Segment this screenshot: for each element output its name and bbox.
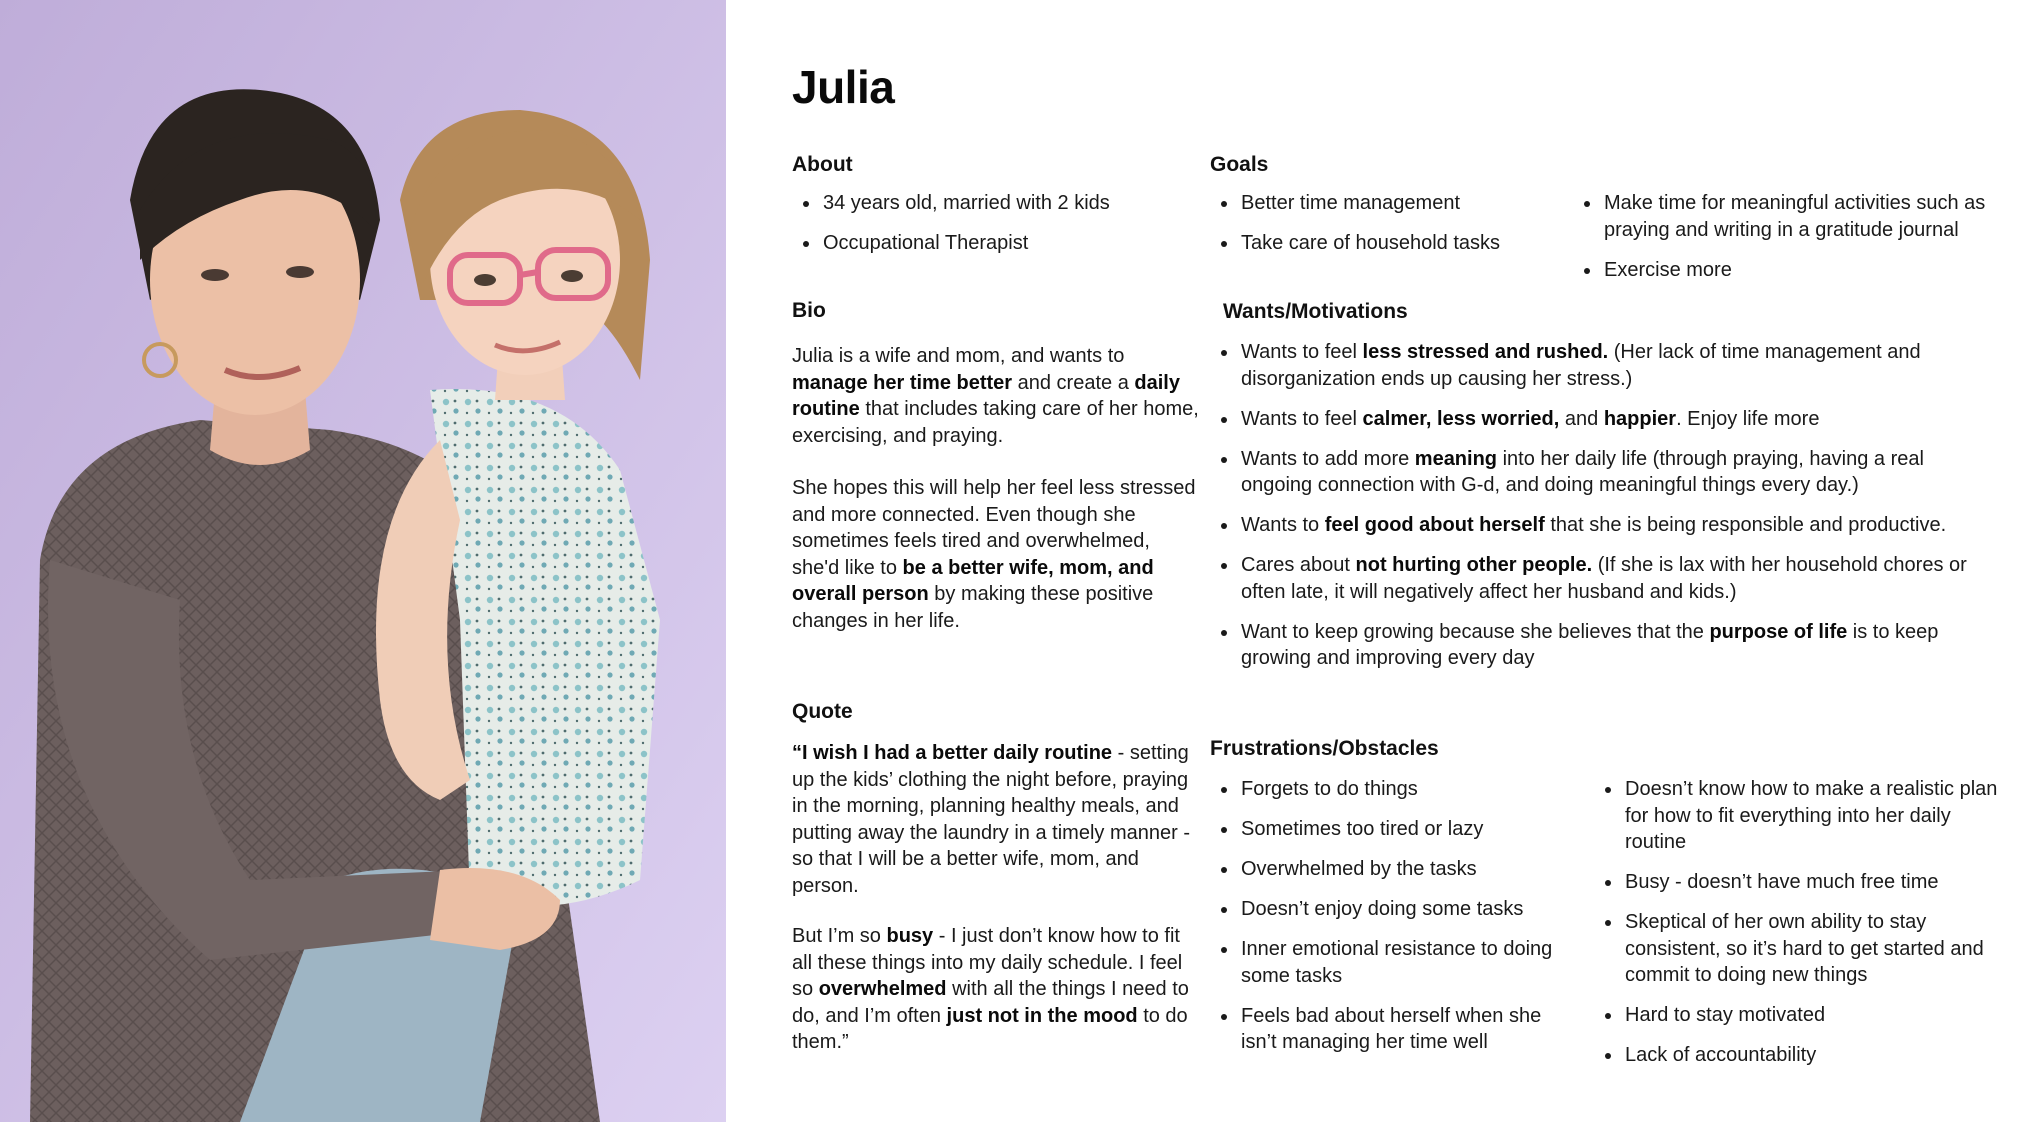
list-item (1210, 230, 1570, 257)
body-text: Doesn’t enjoy doing some tasks (1241, 898, 1524, 920)
body-text: is to keep growing and improving every day (1241, 620, 1939, 669)
emphasis-text: calmer, less worried, (1362, 407, 1560, 430)
list-item (1210, 896, 1580, 923)
body-text: Julia is a wife and mom, and wants to (792, 345, 1125, 367)
body-text: Forgets to do things (1241, 778, 1418, 800)
emphasis-text: be a better wife, mom, and overall person (792, 556, 1154, 605)
list-item (1594, 1002, 2004, 1029)
body-text: Wants to add more (1241, 447, 1415, 470)
emphasis-text: daily routine (792, 371, 1180, 420)
emphasis-text: meaning (1414, 447, 1498, 470)
emphasis-text: busy (886, 925, 934, 947)
list-item (1210, 552, 2000, 605)
quote-paragraph-1 (792, 740, 1202, 899)
body-text: Better time management (1241, 192, 1460, 214)
body-text: and create a (1012, 371, 1135, 394)
goals-list-column-1 (1210, 190, 1570, 270)
body-text: Wants to (1241, 514, 1325, 536)
body-text: Sometimes too tired or lazy (1241, 818, 1484, 840)
list-item (1594, 776, 2004, 856)
list-item (1210, 339, 2000, 392)
body-text: that includes taking care of her home, exercising, and praying. (792, 398, 1199, 447)
list-item (1594, 1042, 2004, 1069)
list-item (1210, 936, 1580, 989)
emphasis-text: happier (1603, 407, 1677, 430)
emphasis-text: “I wish I had a better daily routine (792, 742, 1113, 764)
body-text: Lack of accountability (1625, 1044, 1817, 1066)
emphasis-text: just not in the mood (946, 1004, 1138, 1027)
body-text: Wants to feel (1241, 407, 1363, 430)
body-text: and (1559, 407, 1604, 430)
list-item (1210, 512, 2000, 539)
body-text: Want to keep growing because she believes that the (1241, 620, 1710, 643)
body-text: that she is being responsible and productive. (1544, 514, 1947, 536)
body-text: Hard to stay motivated (1625, 1004, 1826, 1026)
quote-heading: Quote (792, 700, 853, 723)
body-text: Exercise more (1604, 258, 1732, 281)
body-text: by making these positive changes in her life. (792, 583, 1154, 632)
body-text: with all the things I need to do, and I’m often (792, 978, 1189, 1027)
bio-heading: Bio (792, 299, 826, 322)
body-text: into her daily life (through praying, having a real ongoing connection with G-d, and doing meaningful things every day.) (1241, 447, 1924, 496)
list-item (1210, 856, 1580, 883)
emphasis-text: less stressed and rushed. (1362, 341, 1609, 363)
body-text: Feels bad about herself when she isn’t managing her time well (1241, 1004, 1542, 1053)
frustrations-heading: Frustrations/Obstacles (1210, 737, 1439, 760)
body-text: to do them.” (792, 1004, 1188, 1053)
emphasis-text: feel good about herself (1324, 514, 1545, 536)
list-item: 34 years old, married with 2 kids (792, 190, 1192, 217)
body-text: - setting up the kids’ clothing the night before, praying in the morning, planning healthy meals, and putting away the laundry in a timely manner - so that I will be a better wife, mom, and person. (792, 742, 1190, 897)
body-text: Inner emotional resistance to doing some tasks (1241, 938, 1553, 987)
body-text: - I just don’t know how to fit all these things into my daily schedule. I feel so (792, 925, 1183, 1000)
body-text: (Her lack of time management and disorganization ends up causing her stress.) (1241, 341, 1921, 390)
goals-heading: Goals (1210, 153, 1269, 176)
list-item (1210, 406, 2000, 433)
bio-paragraph-2 (792, 475, 1202, 634)
list-item (1210, 1003, 1580, 1056)
list-item (1573, 257, 2013, 284)
list-item (1210, 816, 1580, 843)
list-item (1210, 446, 2000, 499)
body-text: Make time for meaningful activities such as praying and writing in a gratitude journal (1604, 192, 1986, 241)
goals-list-column-2 (1573, 190, 2013, 297)
quote-paragraph-2 (792, 923, 1202, 1056)
body-text: Overwhelmed by the tasks (1241, 858, 1477, 880)
list-item (1210, 619, 2000, 672)
frustrations-list-column-1 (1210, 776, 1580, 1069)
motivations-list (1210, 339, 2000, 685)
body-text: Busy - doesn’t have much free time (1625, 871, 1939, 893)
body-text: She hopes this will help her feel less stressed and more connected. Even though she sometimes feels tired and overwhelmed, she'd like to (792, 477, 1196, 579)
about-heading: About (792, 153, 853, 176)
body-text: . Enjoy life more (1676, 407, 1820, 430)
bio-paragraph-1 (792, 343, 1202, 449)
emphasis-text: not hurting other people. (1355, 554, 1593, 576)
about-list (792, 190, 1192, 270)
body-text: Take care of household tasks (1241, 232, 1501, 254)
frustrations-list-column-2 (1594, 776, 2004, 1082)
list-item (1594, 869, 2004, 896)
emphasis-text: overwhelmed (818, 978, 947, 1000)
list-item (1210, 776, 1580, 803)
photo-mother-and-daughter-icon (0, 0, 726, 1122)
body-text: (If she is lax with her household chores or often late, it will negatively affect her husband and kids.) (1241, 554, 1967, 603)
persona-name: Julia (792, 61, 895, 113)
list-item (1210, 190, 1570, 217)
body-text: Cares about (1241, 554, 1356, 576)
body-text: Doesn’t know how to make a realistic plan for how to fit everything into her daily routine (1625, 778, 1998, 853)
emphasis-text: purpose of life (1709, 620, 1848, 643)
persona-photo (0, 0, 726, 1122)
body-text: But I’m so (792, 925, 887, 947)
body-text: Skeptical of her own ability to stay consistent, so it’s hard to get started and commit to doing new things (1625, 911, 1984, 986)
motivations-heading: Wants/Motivations (1223, 300, 1408, 323)
list-item (1573, 190, 2013, 243)
body-text: Wants to feel (1241, 341, 1363, 363)
list-item: Occupational Therapist (792, 230, 1192, 257)
list-item (1594, 909, 2004, 989)
emphasis-text: manage her time better (792, 371, 1013, 394)
